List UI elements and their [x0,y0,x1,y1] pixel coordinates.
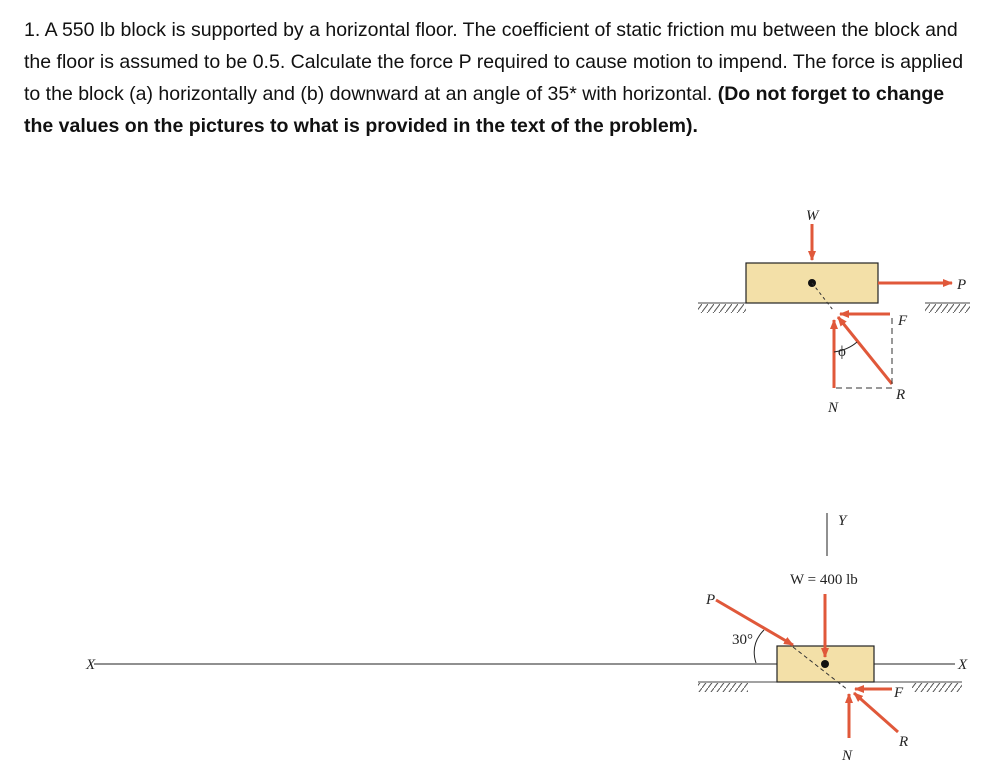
x-axis-left-label: X [86,657,96,673]
resultant-arrow-b [854,693,898,732]
angle-label-a: ϕ [838,344,846,360]
angle-label-b: 30° [732,632,753,648]
problem-note: (Do not forget to change the values on the pictures to what is provided in the text of the problem). [24,83,945,137]
push-label-a: P [957,277,967,293]
center-point-b [821,660,829,668]
friction-label-a: F [898,313,908,329]
ground-hatch-b-left [698,683,748,692]
ground-hatch-b-right [912,683,962,692]
resultant-arrow-a [838,317,892,384]
x-axis-right-label: X [958,657,968,673]
weight-label-a: W [806,208,819,224]
weight-label-b: W = 400 lb [790,572,858,588]
friction-label-b: F [894,685,904,701]
y-axis-label: Y [838,513,847,529]
normal-label-b: N [842,748,853,764]
figure-a [698,208,970,416]
ground-hatch-left [698,304,746,313]
push-label-b: P [706,592,716,608]
resultant-label-a: R [896,387,906,403]
figure-b [85,513,968,764]
normal-label-a: N [828,400,839,416]
resultant-label-b: R [899,734,909,750]
angle-arc-b [754,630,764,663]
push-arrow-b [716,600,793,645]
ground-hatch-right [925,304,970,313]
problem-text: 1. A 550 lb block is supported by a horizontal floor. The coefficient of static friction mu between the block and the floor is assumed to be 0.5. Calculate the force P required to cause motion to impend. The force is applied to the block (a) horizontally and (b) downward at an angle of 35* with horizontal. [24,19,964,105]
